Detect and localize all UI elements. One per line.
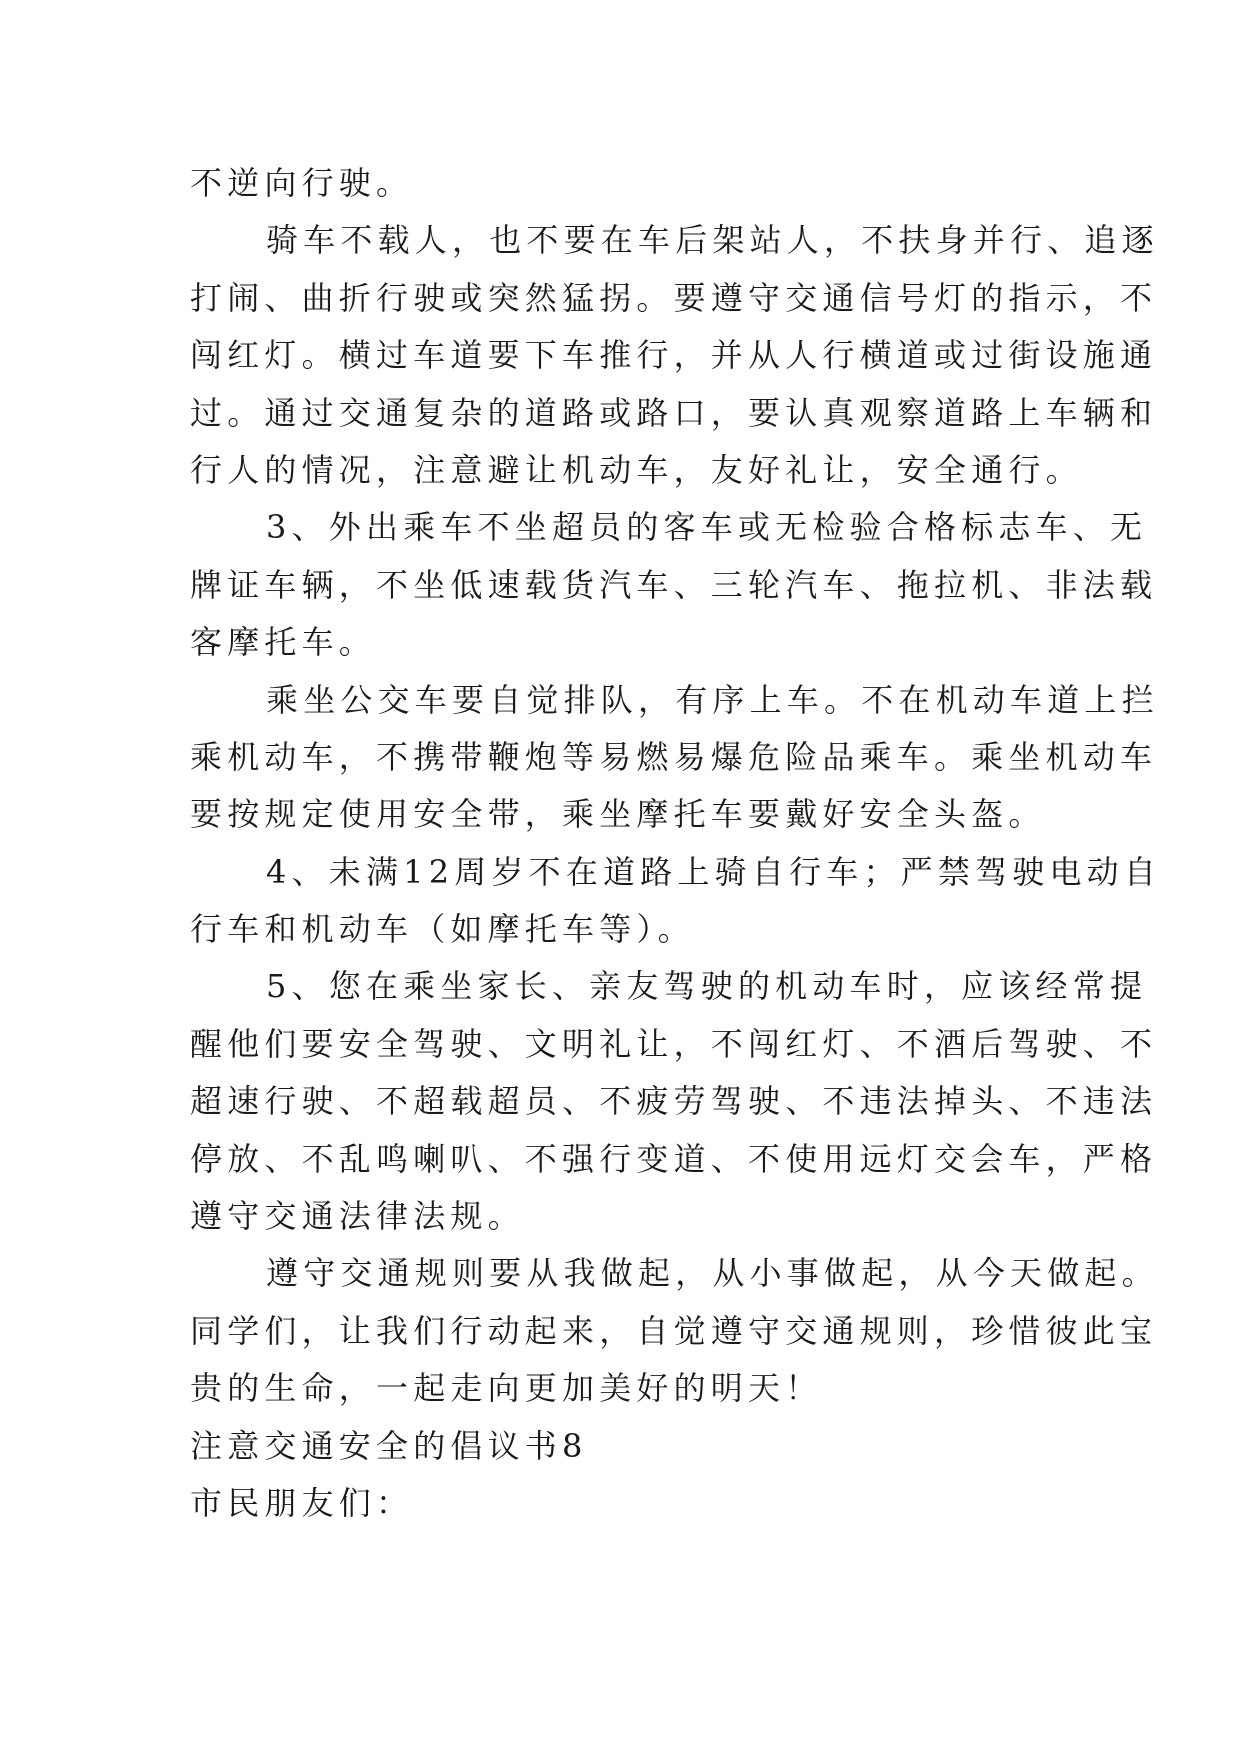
text-line: 行人的情况，注意避让机动车，友好礼让，安全通行。: [190, 450, 1083, 489]
text-line: 乘机动车，不携带鞭炮等易燃易爆危险品乘车。乘坐机动车: [190, 737, 1158, 776]
text-line: 4、未满12周岁不在道路上骑自行车；严禁驾驶电动自: [266, 852, 1162, 891]
text-line: 牌证车辆，不坐低速载货汽车、三轮汽车、拖拉机、非法载: [190, 565, 1158, 604]
text-line: 超速行驶、不超载超员、不疲劳驾驶、不违法掉头、不违法: [190, 1082, 1158, 1121]
text-line: 不逆向行驶。: [190, 164, 414, 202]
text-line: 醒他们要安全驾驶、文明礼让，不闯红灯、不酒后驾驶、不: [190, 1024, 1158, 1063]
document-body: [190, 155, 1162, 1532]
text-line: 3、外出乘车不坐超员的客车或无检验合格标志车、无: [266, 508, 1148, 547]
text-line: 过。通过交通复杂的道路或路口，要认真观察道路上车辆和: [190, 393, 1158, 432]
text-line: 骑车不载人，也不要在车后架站人，不扶身并行、追逐: [266, 221, 1159, 260]
text-line: 贵的生命，一起走向更加美好的明天！: [190, 1369, 823, 1408]
text-line: 客摩托车。: [190, 623, 377, 662]
text-line: 闯红灯。横过车道要下车推行，并从人行横道或过街设施通: [190, 336, 1158, 375]
text-line: 要按规定使用安全带，乘坐摩托车要戴好安全头盔。: [190, 795, 1046, 834]
text-line: 停放、不乱鸣喇叭、不强行变道、不使用远灯交会车，严格: [190, 1139, 1158, 1178]
text-line: 同学们，让我们行动起来，自觉遵守交通规则，珍惜彼此宝: [190, 1311, 1158, 1350]
text-line: 市民朋友们：: [190, 1483, 414, 1522]
text-line: 遵守交通规则要从我做起，从小事做起，从今天做起。: [266, 1254, 1159, 1293]
text-line: 注意交通安全的倡议书8: [190, 1426, 588, 1465]
text-line: 乘坐公交车要自觉排队，有序上车。不在机动车道上拦: [266, 680, 1159, 719]
text-line: 5、您在乘坐家长、亲友驾驶的机动车时，应该经常提: [266, 967, 1148, 1006]
text-line: 遵守交通法律法规。: [190, 1197, 525, 1236]
text-line: 打闹、曲折行驶或突然猛拐。要遵守交通信号灯的指示，不: [190, 278, 1158, 317]
text-line: 行车和机动车（如摩托车等）。: [190, 910, 695, 949]
